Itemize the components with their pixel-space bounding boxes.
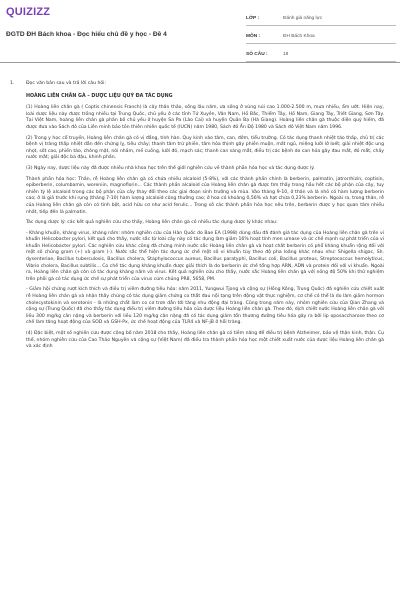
meta-row-class: [246, 11, 396, 26]
passage-paragraph: Thành phần hóa học: Thân, rễ Hoàng liên chân gà có chứa nhiều alcaloid (5-8%), với các thành phần chính là berberin, palmatin, jatrorrhizin, coptisin, epiberberin, columbamin, woreniin, magnoflorin... Các thành phần alcaloid của Hoàng liên chân gà được tìm thấy trong hầu hết các bộ phận của cây, tuy nhiên tỷ lệ alcaloid trong các bộ phận của cây thay đổi theo các giai đoạn sinh trưởng và mùa. Vào tháng 9-10, ở thân và lá nhỏ có hàm lượng berberin cao; ở lá giả trước khi rụng (tháng 7-10) hàm lượng alcaloid cũng thường cao; ở hoa có khoảng 0,56% và hạt chứa 0,23% berberin. Ngoài ra, trong thân, rễ của Hoàng liên chân gà còn có tinh bột, acid hữu cơ như acid ferulic... Trong số các thành phần hóa học nêu trên, berberin được y học quan tâm nhiều nhất, tiếp đến là palmatin.: [26, 176, 384, 215]
passage-paragraph: Tác dụng dược lý: các kết quả nghiên cứu cho thấy, Hoàng liên chân gà có nhiều tác dụng dược lý khác nhau:: [26, 220, 278, 226]
meta-label: SỐ CÂU :: [246, 51, 268, 57]
meta-row-subject: [246, 29, 396, 44]
passage-paragraph: (2) Trong y học cổ truyền, Hoàng liên chân gà có vị đắng, tính hàn. Quy kinh vào tâm, can, đởm, tiểu trường. Có tác dụng thanh nhiệt táo thấp, chủ trị các bệnh vị tràng thấp nhiệt dẫn đến chứng lỵ, tiêu chảy; thanh tâm trừ phiền, tâm hỏa thịnh gây phiền muộn, mất ngủ, miệng lưỡi lở loét; giải nhiệt độc ung nhọt, sốt cao, phiền táo, chóng mặt, nói nhảm, mề cuồng, lưỡi đỏ, mạch sác; thanh can sáng mắt, điều trị các bệnh do can hỏa gây đau mắt, đỏ mắt, chảy nước mắt; giải độc ba đậu, khinh phấn.: [26, 135, 384, 161]
quizizz-logo: QUIZIZZ: [6, 6, 51, 18]
question-intro: Đọc văn bản sau và trả lời câu hỏi:: [26, 81, 106, 86]
meta-value: Đánh giá năng lực: [283, 15, 323, 21]
passage-title: HOÀNG LIÊN CHÂN GÀ – DƯỢC LIỆU QUÝ ĐA TÁC DỤNG: [26, 93, 173, 99]
meta-value: ĐH Bách Khoa: [283, 33, 315, 39]
document-title: ĐGTD ĐH Bách khoa - Đọc hiểu chủ đề y học - Đề 4: [6, 31, 167, 38]
page-header: [0, 0, 400, 63]
question-content: [10, 81, 384, 355]
meta-label: LỚP :: [246, 15, 260, 21]
question-number: 1.: [10, 81, 15, 86]
passage-paragraph: - Kháng khuẩn, kháng virus, kháng nấm: nhóm nghiên cứu của Hàn Quốc do Bae EA (1998) dùng dầu đã đánh giá tác dụng của Hoàng liên chân gà trên vi khuẩn Helicobacter pylori, kết quả cho thấy, nước sắc từ loài cây này có tác dụng làm giảm 16% hoạt tính men urease và ức chế mạnh sự phát triển của vi khuẩn Helicobacter pylori. Các nghiên cứu khác cũng đã chứng minh nước sắc Hoàng liên chân gà và hoạt chất berberin có phổ kháng khuẩn rộng đối với một số chủng gram (+) và gram (-). Nước sắc thể hiện tác dụng ức chế một số vi khuẩn tùy theo độ pha loãng khác nhau như: Shigella shigac, Sh. dysenteriae, Bacillus tuberculosis, Bacillus cholera, Staphylococcus aureus, Bacillus paratyphi, Bacillus coli, Bacillus proteus, Streptococcus hemolyticus, Vibrio cholera, Bacillus subtilis... Co chế tác dụng kháng khuẩn được giải thích là do berberin ức chế tổng hợp ARN, ADN và protein đối với vi khuẩn. Ngoài ra, Hoàng liên chân gà còn có tác dụng kháng nấm và virus. Kết quả nghiên cứu cho thấy, nước sắc Hoàng liên chân gà với nồng độ 50% khi thử nghiệm trên phôi gà có tác dụng ức chế sự phát triển của virus cúm chủng PR8, 5658, PM.: [26, 230, 384, 282]
meta-info-table: [246, 11, 396, 65]
passage-paragraph: (4) Đặc biệt, một số nghiên cứu được công bố năm 2018 cho thấy, Hoàng liên chân gà có tiềm năng để điều trị bệnh Alzheimer, bảo vệ thận kinh, thận. Cụ thể, nhóm nghiên cứu của Cao Thảo Nguyên và cộng sự (Việt Nam) đã điều tra thành phần hóa học một chiết xuất nước của dược liệu Hoàng liên chân gà và xác định: [26, 331, 384, 350]
passage-paragraph: - Giảm hội chứng rượt kích thích và điều trị viêm đường tiêu hóa: năm 2011, Yungwui Tjong và cộng sự (Hồng Kông, Trung Quốc) đã nghiên cứu chiết xuất rễ Hoàng liên chân gà và nhận thấy chúng có tác dụng giảm chứng co thắt đau nội tạng trên động vật thực nghiệm, cơ chế có thể là do làm giảm hormon cholecystokinin và serotonin - là những chất làm co cơ trơn dẫn tới tăng nhu động đại tràng. Cũng trong năm này, nhóm nghiên cứu của Qian Zhang và cộng sự (Trung Quốc) đã cho thấy tác dụng điều trị viêm đường tiêu hóa của dược liệu Hoàng liên chân gà. Theo đó, dịch chiết nước Hoàng liên chân gà với liều 300 mg/kg cân nặng và berberin với liều 120 mg/kg cân nặng đã có tác dụng giảm tổn thương đường tiêu hóa gây ra bởi lip oposaccharose theo cơ chế làm tăng hoạt động của SOD và GSH-Px, ức chế hoạt động của TLR4 và NF-jB ở hỗi tràng.: [26, 287, 384, 326]
meta-label: MÔN :: [246, 33, 261, 39]
passage-paragraph: (3) Ngày nay, dược liệu này đã được nhiều nhà khoa học trên thế giới nghiên cứu về thành phần hóa học và tác dụng dược lý.: [26, 165, 315, 171]
meta-value: 18: [283, 51, 289, 57]
passage-paragraph: (1) Hoàng liên chân gà ( Coptis chinensis Franch) là cây thân thảo, sống lâu năm, ưa sống ở vùng núi cao 1.000-2.500 m, mưa nhiều, ẩm ướt. Hiện nay, loài dược liệu này được trồng nhiều tại Trung Quốc, chủ yếu ở các tỉnh Tứ Xuyên, Vân Nam, Hồ Bắc, Thiểm Tây, Hồ Nam, Giang Tây, Triết Giang, Sơn Tây. Tại Việt Nam, hoàng liên chân gà phân bố chủ yếu ở huyện Sa Pa (Lào Cai) và huyện Quản Bạ (Hà Giang). Hoàng liên chân gà thuộc diện quý hiếm, đã được đưa vào Sách đỏ của Liên minh bảo tồn thiên nhiên quốc tế (IUCN) năm 1980, Sách đỏ Ấn Độ 1980 và Sách đỏ Việt Nam năm 1996.: [26, 105, 384, 130]
meta-row-question-count: [246, 47, 396, 62]
